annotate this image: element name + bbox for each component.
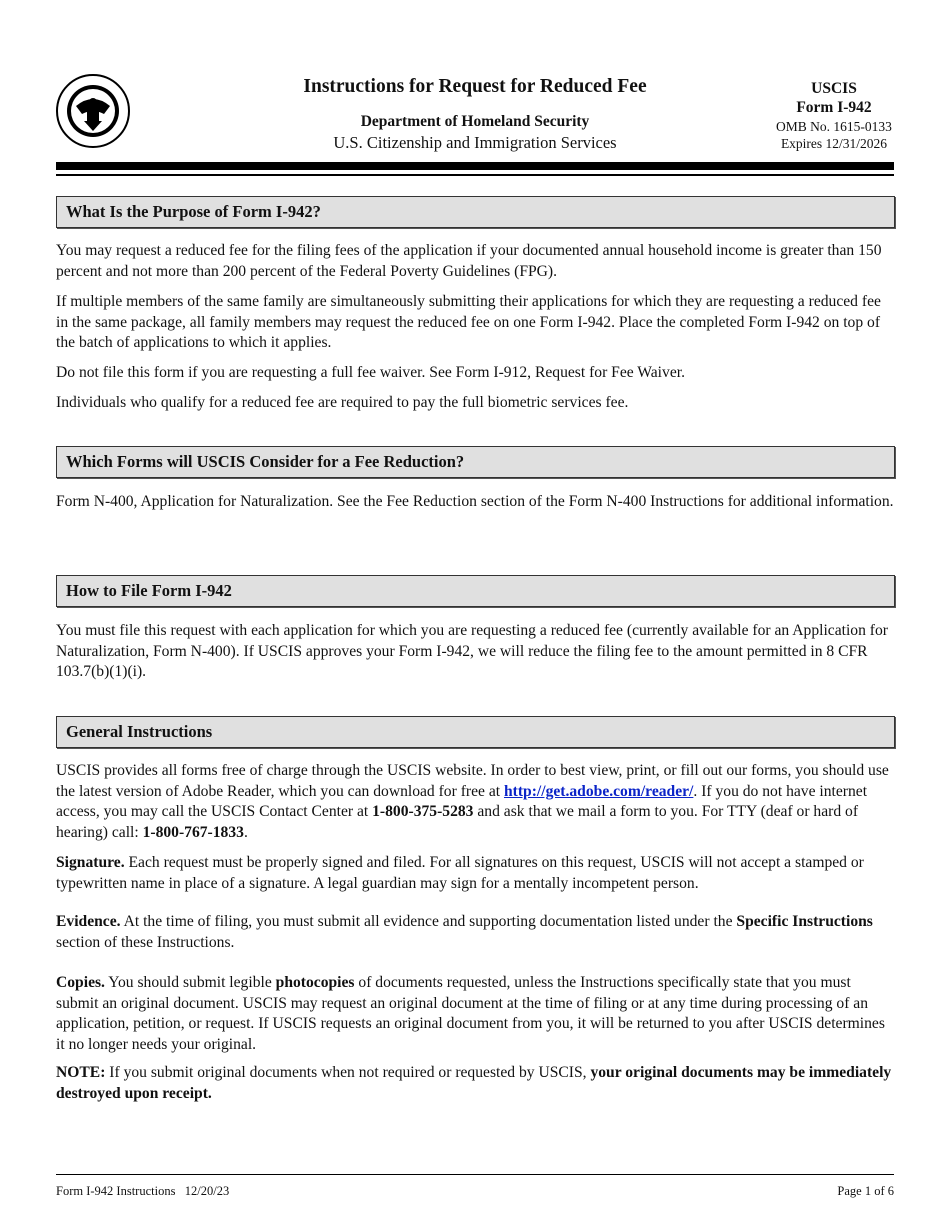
text: USCIS provides all forms free of charge through the USCIS website. In order to best view, print, or fill out our forms, you should use the latest version of Adobe Reader, which you can download for free at <box>56 762 889 800</box>
label: Signature. <box>56 854 125 871</box>
signature-paragraph <box>56 853 896 894</box>
page-number: Page 1 of 6 <box>837 1184 894 1198</box>
general-paragraph <box>56 761 896 843</box>
section-heading-general <box>56 716 895 748</box>
paragraph: Form N-400, Application for Naturalization. See the Fee Reduction section of the Form N-400 Instructions for additional information. <box>56 493 894 510</box>
section-heading-text: Which Forms will USCIS Consider for a Fee Reduction? <box>66 452 465 471</box>
agency-name: U.S. Citizenship and Immigration Services <box>333 133 617 152</box>
adobe-reader-link[interactable]: http://get.adobe.com/reader/ <box>503 782 694 800</box>
emphasis: your original documents may be immediately destroyed upon receipt. <box>56 1064 892 1102</box>
evidence-paragraph <box>56 912 896 953</box>
header-rule-thick <box>56 162 894 170</box>
tty-phone: 1-800-767-1833 <box>142 823 244 841</box>
text: of documents requested, unless the Instructions specifically state that you must submit an original document. USCIS may request an original document at the time of filing or at any time during processing of an application, petition, or request. If USCIS requests an original document from you, it will be returned to you after USCIS determines it no longer needs your original. <box>56 974 885 1053</box>
expiration-date: Expires 12/31/2026 <box>780 136 888 151</box>
emphasis: photocopies <box>275 974 355 991</box>
department-name: Department of Homeland Security <box>360 113 590 130</box>
text: section of these Instructions. <box>56 933 235 951</box>
document-title: Instructions for Request for Reduced Fee <box>303 76 647 97</box>
label: Copies. <box>56 974 105 991</box>
text: . <box>243 823 248 841</box>
emphasis: Specific Instructions <box>736 913 873 930</box>
copies-paragraph <box>56 973 896 1055</box>
paragraph: You must file this request with each application for which you are requesting a reduced fee (currently available for an Application for Naturalization, Form N-400). If USCIS approves your Form I-942, we will reduce the filing fee to the amount permitted in 8 CFR 103.7(b)(1)(i). <box>56 622 888 680</box>
header-rule-thin <box>56 174 894 176</box>
section-heading-how-to-file <box>56 575 895 607</box>
text: At the time of filing, you must submit all evidence and supporting documentation listed under the <box>120 913 737 930</box>
text: and ask that we mail a form to you. For TTY (deaf or hard of hearing) call: <box>56 803 859 841</box>
section-heading-text: General Instructions <box>66 722 213 741</box>
paragraph: Do not file this form if you are requesting a full fee waiver. See Form I-912, Request for Fee Waiver. <box>56 364 685 381</box>
section-heading-text: How to File Form I-942 <box>66 581 232 600</box>
label: NOTE: <box>56 1064 106 1081</box>
dhs-seal-logo <box>56 74 130 148</box>
agency-short: USCIS <box>811 80 857 97</box>
footer-rule <box>56 1174 894 1175</box>
section-heading-purpose <box>56 196 895 228</box>
paragraph: Individuals who qualify for a reduced fee are required to pay the full biometric services fee. <box>56 394 629 411</box>
paragraph: You may request a reduced fee for the filing fees of the application if your documented annual household income is greater than 150 percent and not more than 200 percent of the Federal Poverty Guidelines (FPG). <box>56 242 882 280</box>
footer-form-id: Form I-942 Instructions 12/20/23 <box>56 1184 230 1198</box>
contact-phone: 1-800-375-5283 <box>372 803 474 820</box>
paragraph: If multiple members of the same family are simultaneously submitting their applications for which they are requesting a reduced fee in the same package, all family members may request the reduced fee on one Form I-942. Place the completed Form I-942 on top of the batch of applications to which it applies. <box>56 293 881 351</box>
text: . If you do not have internet access, you may call the USCIS Contact Center at <box>56 782 868 820</box>
form-number: Form I-942 <box>796 99 872 116</box>
omb-number: OMB No. 1615-0133 <box>776 119 892 134</box>
note-paragraph <box>56 1063 896 1104</box>
text: Each request must be properly signed and filed. For all signatures on this request, USCIS will not accept a stamped or typewritten name in place of a signature. A legal guardian may sign for a mentally incompetent person. <box>56 854 864 892</box>
text: You should submit legible <box>104 974 276 991</box>
section-heading-forms <box>56 446 895 478</box>
label: Evidence. <box>56 913 121 930</box>
text: If you submit original documents when not required or requested by USCIS, <box>105 1064 591 1081</box>
section-heading-text: What Is the Purpose of Form I-942? <box>66 202 321 221</box>
